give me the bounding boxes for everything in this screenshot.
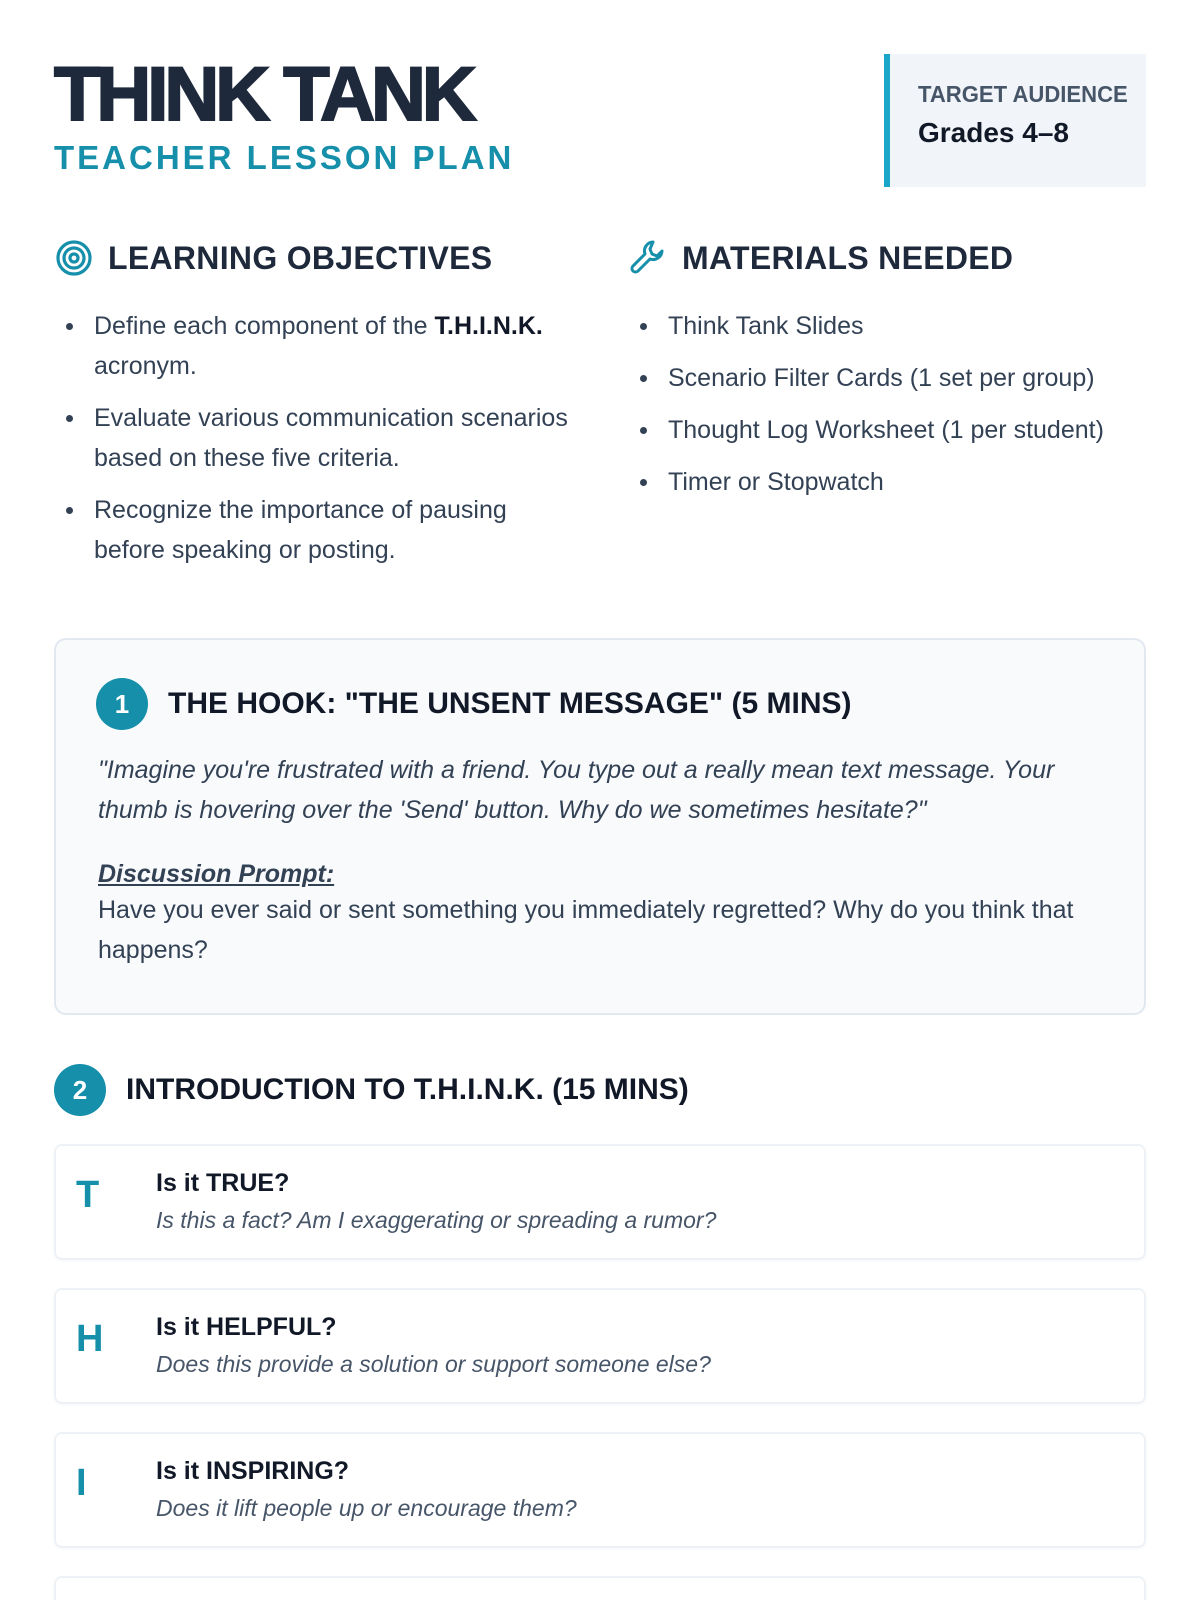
- list-item: Scenario Filter Cards (1 set per group): [628, 358, 1148, 398]
- materials-list: [628, 306, 1148, 514]
- think-row-helpful: [54, 1288, 1146, 1404]
- think-detail: Is this a fact? Am I exaggerating or spreading a rumor?: [156, 1207, 717, 1233]
- think-question: Is it INSPIRING?: [156, 1457, 350, 1485]
- wrench-icon: [628, 238, 668, 278]
- think-row-inspiring: [54, 1432, 1146, 1548]
- page-subtitle: TEACHER LESSON PLAN: [54, 139, 515, 176]
- objectives-list: [54, 306, 584, 582]
- think-row-next: [54, 1576, 1146, 1600]
- hook-quote: "Imagine you're frustrated with a friend. You type out a really mean text message. Your thumb is hovering over the 'Send' button. Why do we sometimes hesitate?": [98, 756, 1055, 824]
- think-detail: Does this provide a solution or support someone else?: [156, 1351, 711, 1377]
- think-detail: Does it lift people up or encourage them?: [156, 1495, 577, 1521]
- hook-heading: [96, 678, 851, 730]
- think-letter: I: [76, 1462, 87, 1504]
- hook-title: THE HOOK: "THE UNSENT MESSAGE" (5 MINS): [168, 687, 852, 720]
- list-item: Evaluate various communication scenarios based on these five criteria.: [54, 398, 584, 478]
- page-title: THINK TANK: [54, 52, 473, 137]
- materials-title: MATERIALS NEEDED: [682, 240, 1014, 276]
- materials-heading: [628, 238, 1013, 278]
- step-number-badge: 2: [54, 1064, 106, 1116]
- think-question: Is it TRUE?: [156, 1169, 290, 1197]
- intro-title: INTRODUCTION TO T.H.I.N.K. (15 MINS): [126, 1073, 689, 1106]
- objectives-title: LEARNING OBJECTIVES: [108, 240, 493, 276]
- list-item: Think Tank Slides: [628, 306, 1148, 346]
- list-item: Recognize the importance of pausing before speaking or posting.: [54, 490, 584, 570]
- step-number-badge: 1: [96, 678, 148, 730]
- target-icon: [54, 238, 94, 278]
- think-letter: H: [76, 1318, 104, 1360]
- list-item: Timer or Stopwatch: [628, 462, 1148, 502]
- discussion-prompt-text: Have you ever said or sent something you immediately regretted? Why do you think that happens?: [98, 896, 1074, 964]
- header: [54, 54, 1146, 187]
- target-audience-label: TARGET AUDIENCE: [918, 81, 1128, 107]
- intro-heading: [54, 1064, 689, 1116]
- think-letter: T: [76, 1174, 100, 1216]
- target-audience-value: Grades 4–8: [918, 117, 1069, 148]
- target-audience-box: [884, 54, 1146, 187]
- hook-card: [54, 638, 1146, 1015]
- think-question: Is it HELPFUL?: [156, 1313, 337, 1341]
- list-item: Thought Log Worksheet (1 per student): [628, 410, 1148, 450]
- objectives-heading: [54, 238, 492, 278]
- list-item: Define each component of the T.H.I.N.K. acronym.: [54, 306, 584, 386]
- discussion-prompt-label: Discussion Prompt:: [98, 860, 335, 888]
- think-row-true: [54, 1144, 1146, 1260]
